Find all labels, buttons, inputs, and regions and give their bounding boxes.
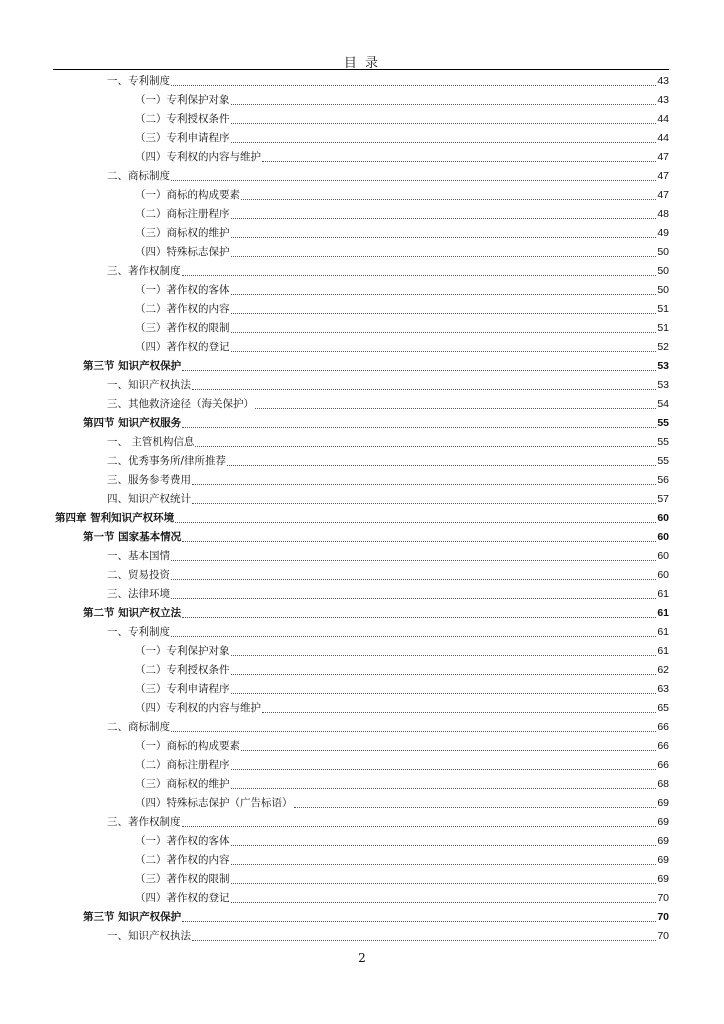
toc-entry[interactable]	[0, 319, 724, 338]
header-divider	[53, 69, 669, 70]
dot-leader	[182, 541, 656, 542]
toc-entry-label: 三、法律环境	[107, 588, 170, 600]
toc-entry[interactable]	[0, 813, 724, 832]
dot-leader	[227, 465, 656, 466]
toc-entry-page: 69	[657, 854, 669, 866]
dot-leader	[171, 180, 656, 181]
dot-leader	[231, 332, 657, 333]
toc-entry-page: 60	[657, 531, 669, 543]
toc-entry-page: 53	[657, 360, 669, 372]
toc-entry[interactable]	[0, 338, 724, 357]
toc-entry-label: 一、知识产权执法	[107, 930, 191, 942]
table-of-contents	[0, 72, 724, 946]
toc-entry[interactable]	[0, 737, 724, 756]
toc-entry-label: （三）商标权的维护	[135, 227, 230, 239]
dot-leader	[231, 294, 657, 295]
dot-leader	[255, 408, 656, 409]
toc-entry-page: 70	[657, 930, 669, 942]
toc-entry-page: 54	[657, 398, 669, 410]
toc-title: 目 录	[343, 56, 381, 71]
toc-entry-page: 56	[657, 474, 669, 486]
toc-entry[interactable]	[0, 585, 724, 604]
toc-entry-label: 三、著作权制度	[107, 265, 181, 277]
toc-entry-page: 48	[657, 208, 669, 220]
toc-entry-page: 60	[657, 512, 669, 524]
toc-entry[interactable]	[0, 566, 724, 585]
toc-entry-label: 二、优秀事务所/律所推荐	[107, 455, 227, 467]
toc-entry-label: （四）著作权的登记	[135, 341, 230, 353]
toc-entry[interactable]	[0, 509, 724, 528]
page-number: 2	[358, 951, 366, 965]
dot-leader	[231, 237, 657, 238]
toc-entry[interactable]	[0, 604, 724, 623]
toc-entry-page: 69	[657, 797, 669, 809]
dot-leader	[192, 389, 656, 390]
toc-entry-page: 66	[657, 740, 669, 752]
toc-entry-page: 50	[657, 265, 669, 277]
toc-entry-label: （一）专利保护对象	[135, 94, 230, 106]
dot-leader	[182, 617, 656, 618]
toc-entry[interactable]	[0, 262, 724, 281]
dot-leader	[231, 674, 657, 675]
toc-entry-page: 51	[657, 322, 669, 334]
toc-entry-page: 65	[657, 702, 669, 714]
toc-entry[interactable]	[0, 908, 724, 927]
toc-entry-page: 47	[657, 151, 669, 163]
dot-leader	[241, 199, 656, 200]
dot-leader	[192, 940, 656, 941]
toc-entry-page: 60	[657, 550, 669, 562]
toc-entry-label: 第三节 知识产权保护	[83, 911, 182, 923]
toc-entry-label: （一）著作权的客体	[135, 284, 230, 296]
toc-entry-label: 第四章 智利知识产权环境	[55, 512, 175, 524]
toc-entry[interactable]	[0, 72, 724, 91]
toc-entry-label: （一）商标的构成要素	[135, 189, 240, 201]
toc-entry[interactable]	[0, 148, 724, 167]
dot-leader	[171, 579, 656, 580]
toc-entry-page: 66	[657, 721, 669, 733]
toc-entry-page: 51	[657, 303, 669, 315]
toc-entry-label: 二、贸易投资	[107, 569, 170, 581]
toc-entry[interactable]	[0, 376, 724, 395]
dot-leader	[231, 313, 657, 314]
toc-entry[interactable]	[0, 471, 724, 490]
dot-leader	[231, 104, 657, 105]
toc-entry[interactable]	[0, 832, 724, 851]
toc-entry-label: （二）专利授权条件	[135, 664, 230, 676]
toc-entry-page: 53	[657, 379, 669, 391]
toc-entry-page: 43	[657, 94, 669, 106]
toc-entry-label: 一、专利制度	[107, 626, 170, 638]
toc-entry[interactable]	[0, 243, 724, 262]
toc-entry[interactable]	[0, 851, 724, 870]
dot-leader	[182, 427, 656, 428]
toc-entry-page: 69	[657, 873, 669, 885]
toc-entry[interactable]	[0, 357, 724, 376]
dot-leader	[171, 731, 656, 732]
dot-leader	[231, 655, 657, 656]
toc-entry-label: 第二节 知识产权立法	[83, 607, 182, 619]
toc-entry-label: （一）专利保护对象	[135, 645, 230, 657]
dot-leader	[192, 503, 656, 504]
dot-leader	[231, 256, 657, 257]
toc-entry-page: 44	[657, 132, 669, 144]
toc-entry[interactable]	[0, 395, 724, 414]
toc-entry-page: 70	[657, 892, 669, 904]
toc-entry[interactable]	[0, 794, 724, 813]
dot-leader	[262, 161, 656, 162]
toc-entry-label: （一）著作权的客体	[135, 835, 230, 847]
dot-leader	[182, 275, 657, 276]
toc-entry[interactable]	[0, 699, 724, 718]
dot-leader	[231, 218, 657, 219]
toc-entry-page: 70	[657, 911, 669, 923]
dot-leader	[175, 522, 656, 523]
dot-leader	[231, 864, 657, 865]
toc-entry-label: 二、商标制度	[107, 721, 170, 733]
toc-entry[interactable]	[0, 490, 724, 509]
dot-leader	[171, 636, 656, 637]
toc-entry[interactable]	[0, 680, 724, 699]
toc-entry-label: （四）著作权的登记	[135, 892, 230, 904]
dot-leader	[171, 598, 656, 599]
toc-entry-label: 第一节 国家基本情况	[83, 531, 182, 543]
toc-entry[interactable]	[0, 927, 724, 946]
toc-entry[interactable]	[0, 129, 724, 148]
toc-entry-page: 50	[657, 246, 669, 258]
toc-entry-page: 55	[657, 455, 669, 467]
dot-leader	[182, 921, 656, 922]
toc-entry-label: 二、商标制度	[107, 170, 170, 182]
toc-entry-label: （一）商标的构成要素	[135, 740, 240, 752]
toc-entry-page: 57	[657, 493, 669, 505]
dot-leader	[231, 769, 657, 770]
toc-entry-label: （四）专利权的内容与维护	[135, 151, 261, 163]
dot-leader	[171, 560, 656, 561]
dot-leader	[182, 826, 657, 827]
toc-entry-label: （二）商标注册程序	[135, 208, 230, 220]
toc-entry[interactable]	[0, 414, 724, 433]
dot-leader	[231, 883, 657, 884]
toc-entry-label: （四）专利权的内容与维护	[135, 702, 261, 714]
toc-entry[interactable]	[0, 775, 724, 794]
toc-entry[interactable]	[0, 300, 724, 319]
toc-entry-page: 69	[657, 835, 669, 847]
toc-entry-page: 44	[657, 113, 669, 125]
dot-leader	[241, 750, 656, 751]
toc-entry[interactable]	[0, 528, 724, 547]
toc-entry-label: 一、基本国情	[107, 550, 170, 562]
toc-entry-page: 61	[657, 645, 669, 657]
dot-leader	[192, 484, 656, 485]
dot-leader	[231, 902, 657, 903]
dot-leader	[231, 142, 657, 143]
toc-entry-page: 47	[657, 189, 669, 201]
toc-entry-label: 四、知识产权统计	[107, 493, 191, 505]
toc-entry[interactable]	[0, 547, 724, 566]
toc-entry[interactable]	[0, 452, 724, 471]
dot-leader	[231, 845, 657, 846]
toc-entry-label: （三）著作权的限制	[135, 322, 230, 334]
dot-leader	[171, 85, 656, 86]
toc-entry-label: （二）著作权的内容	[135, 854, 230, 866]
toc-entry[interactable]	[0, 281, 724, 300]
toc-entry[interactable]	[0, 91, 724, 110]
dot-leader	[262, 712, 656, 713]
toc-entry-label: 一、 主管机构信息	[107, 436, 195, 448]
toc-entry-label: 一、知识产权执法	[107, 379, 191, 391]
toc-entry[interactable]	[0, 224, 724, 243]
toc-entry-page: 60	[657, 569, 669, 581]
dot-leader	[231, 123, 657, 124]
toc-entry-page: 66	[657, 759, 669, 771]
dot-leader	[231, 693, 657, 694]
toc-entry[interactable]	[0, 623, 724, 642]
toc-entry[interactable]	[0, 642, 724, 661]
toc-entry-label: （二）专利授权条件	[135, 113, 230, 125]
toc-entry-page: 61	[657, 626, 669, 638]
toc-entry-page: 61	[657, 607, 669, 619]
dot-leader	[231, 351, 657, 352]
toc-entry-label: 一、专利制度	[107, 75, 170, 87]
dot-leader	[231, 788, 657, 789]
toc-entry-page: 63	[657, 683, 669, 695]
toc-entry-page: 49	[657, 227, 669, 239]
toc-entry-page: 61	[657, 588, 669, 600]
toc-entry[interactable]	[0, 205, 724, 224]
toc-entry-page: 69	[657, 816, 669, 828]
toc-entry-label: 三、著作权制度	[107, 816, 181, 828]
toc-entry[interactable]	[0, 661, 724, 680]
toc-entry-label: 三、其他救济途径（海关保护）	[107, 398, 254, 410]
toc-entry-page: 47	[657, 170, 669, 182]
toc-entry-page: 55	[657, 417, 669, 429]
toc-entry-label: 三、服务参考费用	[107, 474, 191, 486]
toc-entry-label: （四）特殊标志保护（广告标语）	[135, 797, 293, 809]
toc-entry-label: （四）特殊标志保护	[135, 246, 230, 258]
toc-entry[interactable]	[0, 889, 724, 908]
toc-entry[interactable]	[0, 718, 724, 737]
toc-entry-page: 43	[657, 75, 669, 87]
toc-entry-label: （三）商标权的维护	[135, 778, 230, 790]
toc-entry-label: （二）著作权的内容	[135, 303, 230, 315]
toc-entry[interactable]	[0, 167, 724, 186]
toc-entry-label: （三）专利申请程序	[135, 132, 230, 144]
dot-leader	[195, 446, 656, 447]
toc-entry-page: 68	[657, 778, 669, 790]
toc-entry-label: （二）商标注册程序	[135, 759, 230, 771]
toc-entry[interactable]	[0, 756, 724, 775]
toc-entry-label: （三）著作权的限制	[135, 873, 230, 885]
toc-entry-page: 50	[657, 284, 669, 296]
toc-entry[interactable]	[0, 110, 724, 129]
dot-leader	[294, 807, 657, 808]
toc-entry-label: 第三节 知识产权保护	[83, 360, 182, 372]
toc-entry-page: 52	[657, 341, 669, 353]
toc-entry-label: 第四节 知识产权服务	[83, 417, 182, 429]
toc-entry[interactable]	[0, 186, 724, 205]
toc-entry-page: 55	[657, 436, 669, 448]
toc-entry-label: （三）专利申请程序	[135, 683, 230, 695]
toc-entry[interactable]	[0, 870, 724, 889]
toc-entry-page: 62	[657, 664, 669, 676]
dot-leader	[182, 370, 656, 371]
toc-entry[interactable]	[0, 433, 724, 452]
